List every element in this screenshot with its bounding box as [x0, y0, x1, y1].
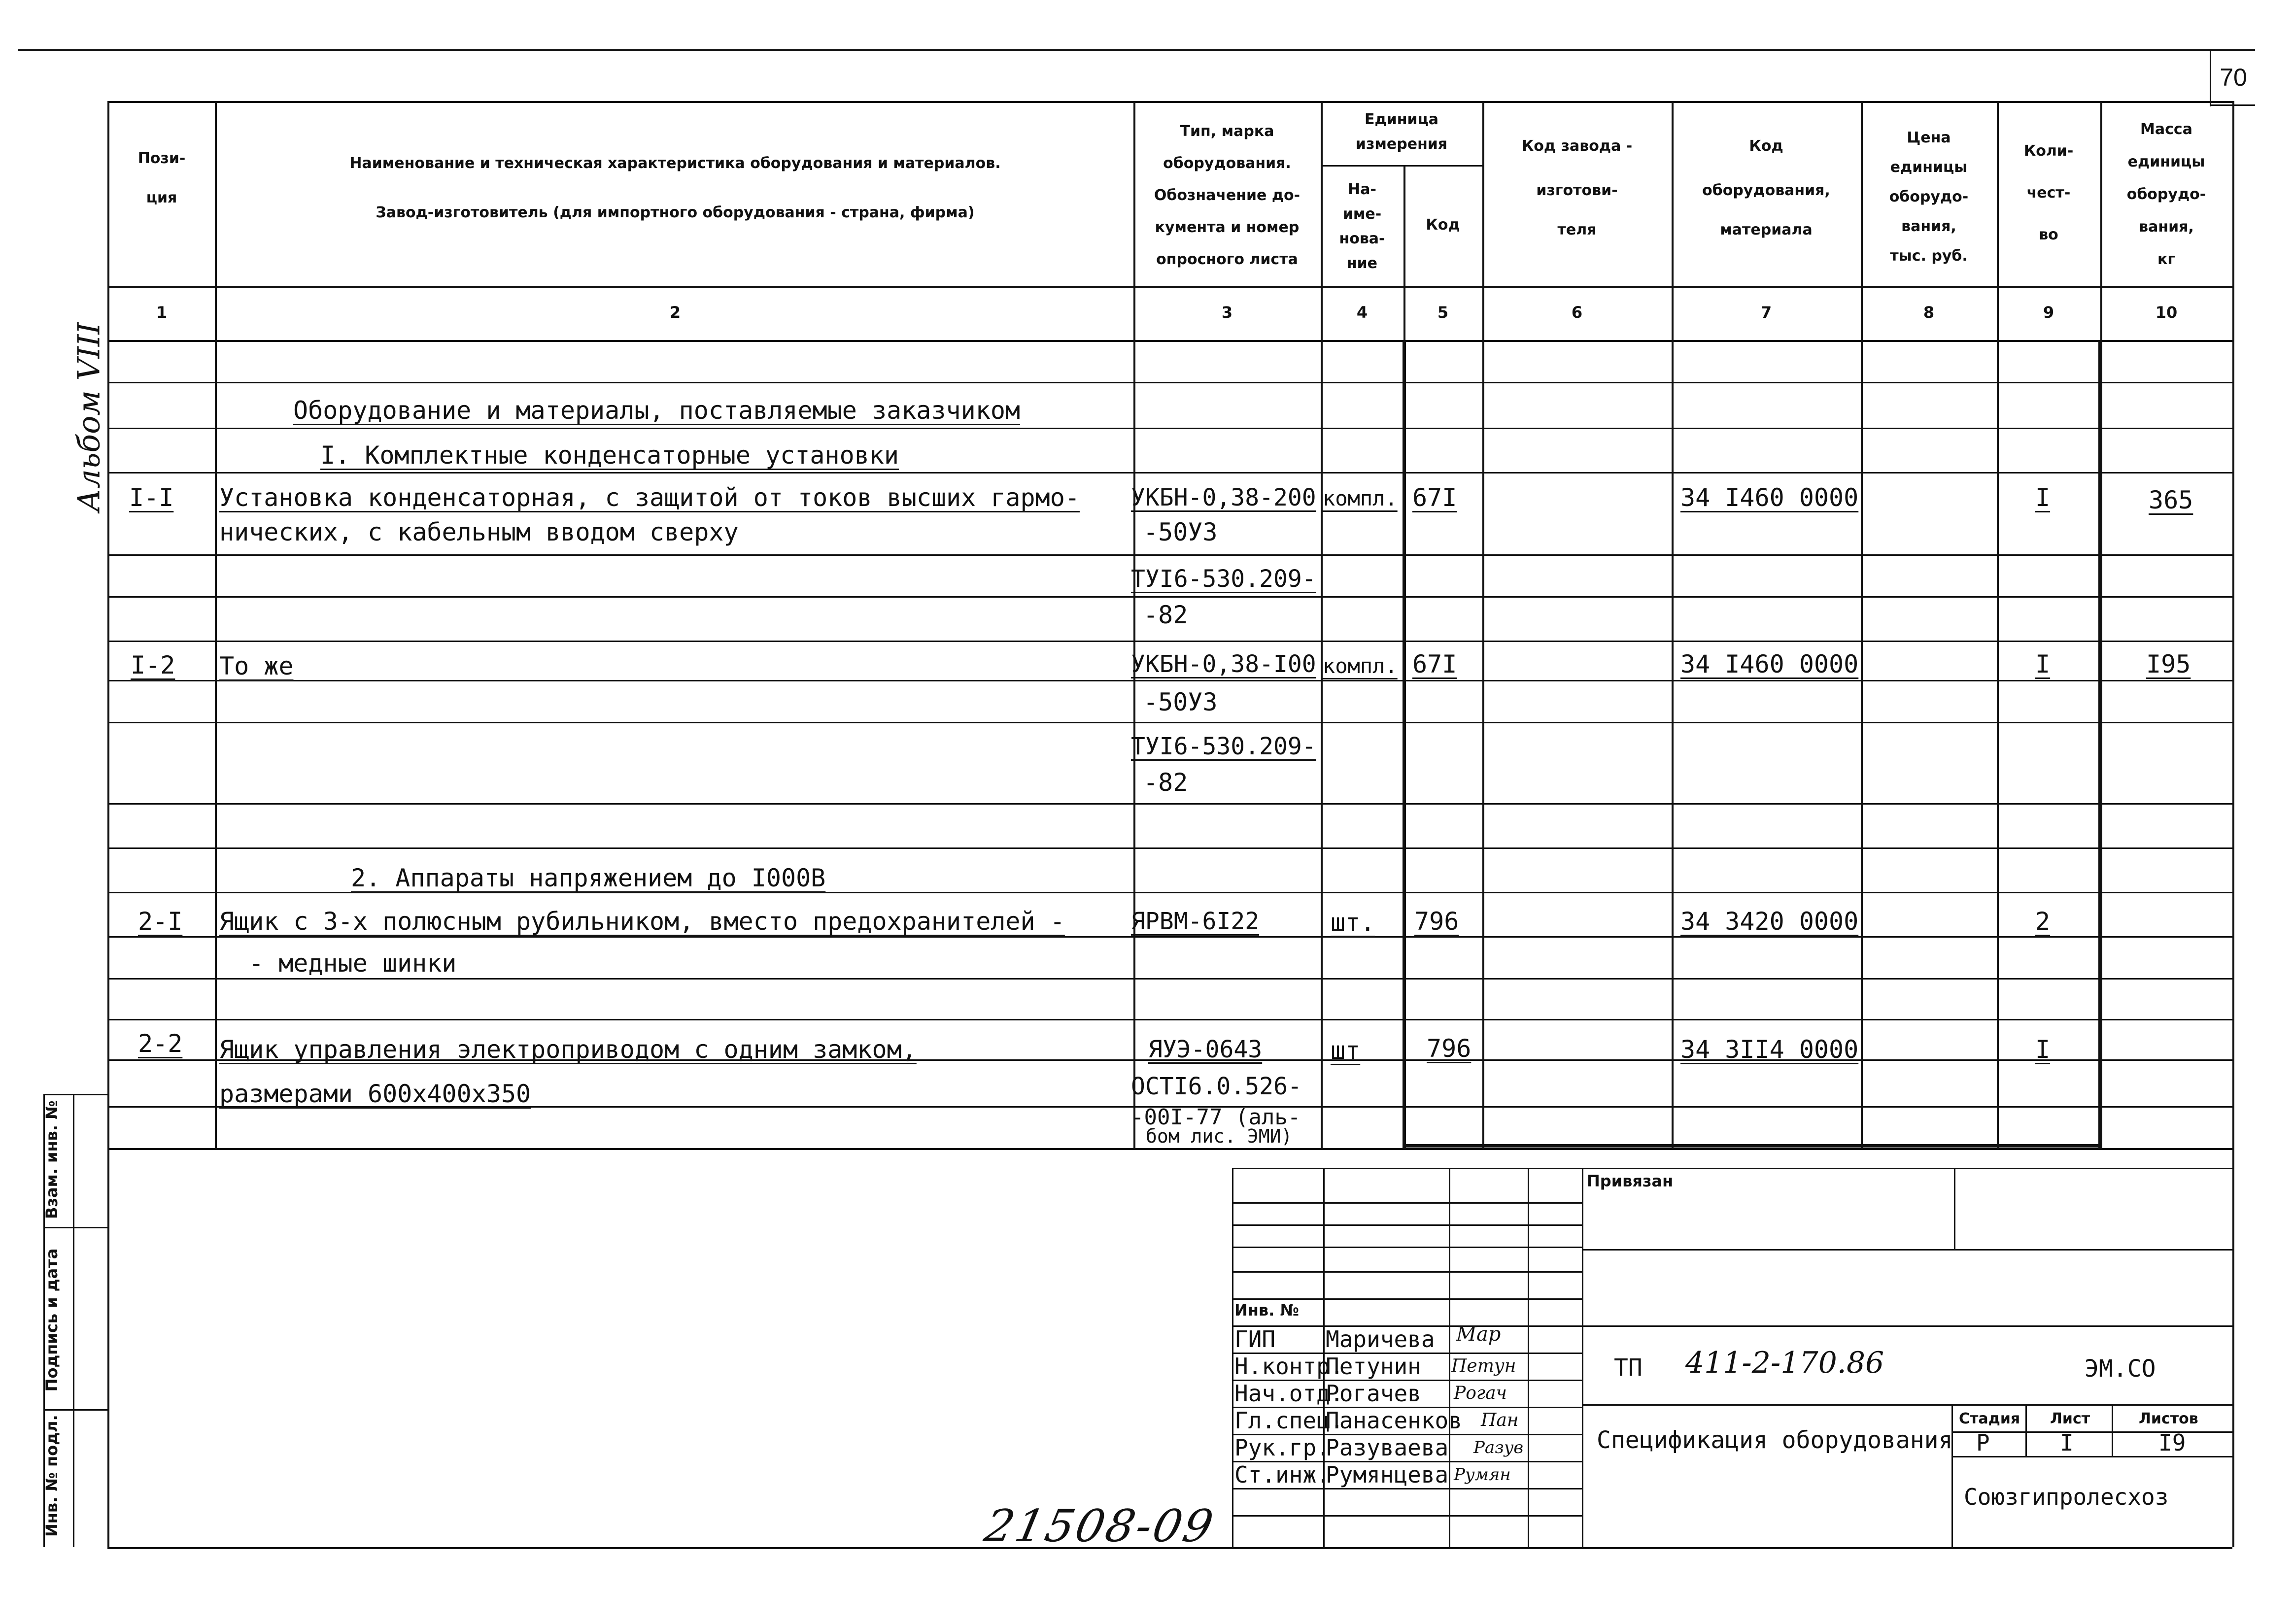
- album-label: Альбом VIII: [70, 322, 107, 512]
- row1-name-1: Установка конденсаторная, с защитой от токов высших гармо-: [219, 483, 1080, 512]
- row-line-3: [107, 472, 2232, 474]
- tb-stage-sep-1: [2025, 1404, 2027, 1456]
- row3-pos: 2-I: [138, 907, 183, 936]
- tb-stage-value: Р: [1976, 1429, 1990, 1456]
- tb-role-6: Ст.инж.: [1234, 1461, 1330, 1488]
- row4-doc-3: бом лис. ЭМИ): [1146, 1125, 1293, 1147]
- tb-sheets-label: Листов: [2139, 1410, 2198, 1427]
- tb-stage-mid: [1951, 1431, 2232, 1433]
- colnum-8: 8: [1923, 303, 1935, 322]
- row3-type-1: ЯРВМ-6I22: [1131, 908, 1260, 935]
- tb-name-5: Разуваева: [1326, 1434, 1449, 1461]
- unit-group-rule: [1321, 165, 1482, 167]
- row-line-14: [107, 1019, 2232, 1020]
- tb-title: Спецификация оборудования: [1597, 1426, 1953, 1454]
- tb-signature-3: Рогач: [1454, 1383, 1507, 1403]
- stamp-vzam-label: Взам. инв. №: [42, 1100, 61, 1219]
- hdr-eqcode-1: Код: [1749, 137, 1783, 155]
- colnum-5: 5: [1437, 303, 1449, 322]
- tb-stage-bottom: [1951, 1456, 2232, 1457]
- row2-name-1: То же: [219, 652, 294, 680]
- top-rule: [18, 49, 2255, 51]
- hdr-mass-5: кг: [2157, 251, 2176, 268]
- tb-signature-6: Румян: [1454, 1465, 1511, 1485]
- tb-name-1: Маричева: [1326, 1326, 1435, 1353]
- tb-top: [1232, 1168, 2232, 1169]
- row-line-12: [107, 936, 2232, 938]
- tb-sheets-value: I9: [2158, 1429, 2186, 1456]
- hdr-eqcode-3: материала: [1720, 221, 1813, 238]
- row4-unit: шт: [1331, 1036, 1361, 1065]
- tb-row-13: [1232, 1515, 1582, 1517]
- row2-type-1: УКБН-0,38-I00: [1131, 650, 1316, 678]
- tb-name-3: Рогачев: [1326, 1380, 1421, 1407]
- tb-right-row-2: [1582, 1325, 2232, 1327]
- tb-stage-sep-2: [2112, 1404, 2113, 1456]
- tb-privyazan-sep: [1954, 1168, 1955, 1249]
- row2-equip-code: 34 I460 0000: [1680, 650, 1859, 678]
- row-line-5: [107, 596, 2232, 598]
- colnum-10: 10: [2155, 303, 2178, 322]
- tb-org: Союзгипролесхоз: [1964, 1484, 2169, 1510]
- stamp-sign-label: Подпись и дата: [42, 1248, 61, 1392]
- tb-row-3: [1232, 1247, 1582, 1248]
- section-1-heading: I. Комплектные конденсаторные установки: [320, 441, 899, 470]
- hdr-type-4: кумента и номер: [1155, 219, 1300, 236]
- row-line-1: [107, 382, 2232, 383]
- table-right-border: [2232, 101, 2234, 1547]
- row4-doc-2: -00I-77 (аль-: [1131, 1105, 1301, 1130]
- bold-left: [1403, 340, 1406, 1148]
- tb-signature-4: Пан: [1481, 1410, 1519, 1430]
- bold-right: [2098, 340, 2102, 1148]
- tb-name-4: Панасенков: [1326, 1407, 1462, 1434]
- row1-type-2: -50УЗ: [1143, 518, 1218, 546]
- tb-row-2: [1232, 1224, 1582, 1226]
- row2-type-2: -50УЗ: [1143, 688, 1218, 716]
- hdr-pos-2: ция: [146, 189, 177, 206]
- colnum-2: 2: [669, 303, 681, 322]
- hdr-mass-3: оборудо-: [2126, 186, 2206, 203]
- tb-role-4: Гл.спец.: [1234, 1407, 1344, 1434]
- col-sep-8: [1997, 101, 1999, 1148]
- row-line-9: [107, 803, 2232, 805]
- hdr-mass-4: вания,: [2139, 218, 2194, 236]
- row2-unit: компл.: [1323, 654, 1398, 678]
- row2-mass: I95: [2146, 650, 2191, 678]
- tb-role-5: Рук.гр.: [1234, 1434, 1330, 1461]
- table-body-end: [107, 1148, 2232, 1150]
- hdr-ucode: Код: [1426, 216, 1460, 234]
- tb-name-2: Петунин: [1326, 1353, 1421, 1380]
- hdr-mfr-3: теля: [1557, 221, 1597, 238]
- row4-code: 796: [1427, 1034, 1472, 1063]
- col-sep-5: [1482, 101, 1484, 1148]
- tb-role-3: Нач.отд.: [1234, 1380, 1344, 1407]
- row3-qty: 2: [2035, 907, 2051, 936]
- hdr-type-2: оборудования.: [1163, 155, 1291, 172]
- stamp-top: [43, 1094, 107, 1095]
- hdr-qty-3: во: [2039, 226, 2058, 243]
- row4-type-1: ЯУЭ-0643: [1148, 1036, 1263, 1063]
- hdr-mfr-1: Код завода -: [1521, 137, 1633, 155]
- hdr-pos-1: Пози-: [137, 150, 186, 167]
- colnum-3: 3: [1221, 303, 1233, 322]
- tb-role-1: ГИП: [1234, 1326, 1276, 1353]
- row-line-4: [107, 554, 2232, 556]
- hdr-name-2: Завод-изготовитель (для импортного оборудования - страна, фирма): [376, 204, 975, 221]
- hdr-unit-2: измерения: [1355, 135, 1448, 153]
- row3-unit: шт.: [1331, 908, 1375, 937]
- tb-mark: ЭМ.СО: [2085, 1355, 2156, 1383]
- row1-pos: I-I: [129, 483, 174, 512]
- row4-equip-code: 34 3II4 0000: [1680, 1035, 1859, 1064]
- tb-right-row-3: [1582, 1404, 2232, 1406]
- tb-stage-label: Стадия: [1959, 1410, 2020, 1427]
- row-line-13: [107, 978, 2232, 980]
- tb-sheet-label: Лист: [2050, 1410, 2090, 1427]
- tb-right-row-1: [1582, 1249, 2232, 1251]
- tb-row-4: [1232, 1271, 1582, 1273]
- hdr-qty-1: Коли-: [2023, 142, 2074, 160]
- colnum-7: 7: [1760, 303, 1772, 322]
- stamp-divider: [73, 1094, 74, 1547]
- row1-doc-1: ТУI6-530.209-: [1131, 565, 1316, 593]
- row2-doc-2: -82: [1143, 768, 1188, 797]
- row-line-7: [107, 680, 2232, 681]
- tb-row-1: [1232, 1202, 1582, 1204]
- hdr-price-3: оборудо-: [1889, 188, 1969, 205]
- hdr-qty-2: чест-: [2026, 184, 2071, 202]
- sheet-number-box-left: [2210, 49, 2211, 106]
- row3-code: 796: [1414, 907, 1459, 936]
- row4-doc-1: ОСТI6.0.526-: [1131, 1073, 1302, 1100]
- hdr-price-2: единицы: [1890, 159, 1968, 176]
- tb-name-6: Румянцева: [1326, 1461, 1449, 1488]
- row-line-2: [107, 428, 2232, 429]
- row2-doc-1: ТУI6-530.209-: [1131, 733, 1316, 760]
- table-top-border: [107, 101, 2232, 103]
- tb-tp-label: ТП: [1614, 1354, 1643, 1382]
- colnum-9: 9: [2043, 303, 2054, 322]
- tb-inv-label: Инв. №: [1234, 1301, 1299, 1320]
- row2-code: 67I: [1412, 650, 1457, 678]
- row3-name-1: Ящик с 3-х полюсным рубильником, вместо предохранителей -: [219, 907, 1065, 936]
- section-main-heading: Оборудование и материалы, поставляемые заказчиком: [293, 396, 1021, 425]
- row1-type-1: УКБН-0,38-200: [1131, 484, 1316, 511]
- colnum-6: 6: [1571, 303, 1583, 322]
- row4-name-1: Ящик управления электроприводом с одним замком,: [219, 1035, 917, 1064]
- sheet-number: 70: [2220, 64, 2247, 91]
- archive-number: 21508-09: [980, 1500, 1220, 1552]
- row2-qty: I: [2035, 650, 2051, 678]
- tb-sheet-value: I: [2060, 1429, 2074, 1456]
- row1-unit: компл.: [1323, 486, 1398, 510]
- hdr-price-5: тыс. руб.: [1890, 247, 1968, 265]
- hdr-mass-1: Масса: [2140, 121, 2192, 138]
- hdr-uname-1: На-: [1348, 181, 1376, 198]
- row1-qty: I: [2035, 483, 2051, 512]
- hdr-uname-3: нова-: [1339, 230, 1385, 247]
- tb-role-2: Н.контр.: [1234, 1353, 1344, 1380]
- colnum-4: 4: [1356, 303, 1368, 322]
- row1-doc-2: -82: [1143, 601, 1188, 629]
- row-line-6: [107, 641, 2232, 642]
- row1-code: 67I: [1412, 483, 1457, 512]
- row2-pos: I-2: [131, 651, 175, 679]
- hdr-eqcode-2: оборудования,: [1702, 182, 1830, 199]
- colnum-1: 1: [156, 303, 168, 322]
- row1-name-2: нических, с кабельным вводом сверху: [219, 518, 739, 546]
- row3-name-2: - медные шинки: [249, 949, 457, 978]
- row1-mass: 365: [2149, 486, 2193, 514]
- row-line-8: [107, 722, 2232, 723]
- hdr-mfr-2: изготови-: [1536, 182, 1618, 199]
- row3-equip-code: 34 3420 0000: [1680, 907, 1859, 936]
- stamp-inv-label: Инв. № подл.: [42, 1415, 61, 1537]
- row4-qty: I: [2035, 1035, 2051, 1064]
- col-sep-1: [215, 101, 217, 1148]
- tb-signature-1: Мар: [1456, 1323, 1501, 1346]
- header-bottom: [107, 286, 2232, 288]
- hdr-type-1: Тип, марка: [1180, 123, 1274, 140]
- tb-row-5: [1232, 1298, 1582, 1300]
- tb-privyazan-label: Привязан: [1587, 1172, 1674, 1190]
- row1-equip-code: 34 I460 0000: [1680, 483, 1859, 512]
- hdr-uname-2: име-: [1342, 205, 1382, 223]
- hdr-type-5: опросного листа: [1156, 251, 1298, 268]
- hdr-uname-4: ние: [1346, 255, 1378, 272]
- row4-pos: 2-2: [138, 1029, 183, 1058]
- hdr-type-3: Обозначение до-: [1154, 187, 1301, 204]
- hdr-price-4: вания,: [1901, 218, 1956, 235]
- bold-bottom: [1403, 1144, 2102, 1148]
- tb-col-d: [1582, 1168, 1583, 1547]
- row4-name-2: размерами 600х400х350: [219, 1080, 531, 1108]
- tb-signature-5: Разув: [1473, 1438, 1524, 1457]
- number-row-bottom: [107, 340, 2232, 342]
- row-line-10: [107, 847, 2232, 849]
- hdr-price-1: Цена: [1907, 129, 1951, 146]
- section-2-heading: 2. Аппараты напряжением до I000В: [351, 864, 826, 892]
- tb-doc-code: 411-2-170.86: [1685, 1346, 1884, 1380]
- hdr-mass-2: единицы: [2127, 153, 2205, 170]
- hdr-unit-1: Единица: [1365, 111, 1438, 128]
- tb-stage-left: [1951, 1404, 1953, 1547]
- col-sep-6: [1672, 101, 1674, 1148]
- hdr-name-1: Наименование и техническая характеристика оборудования и материалов.: [349, 155, 1001, 172]
- tb-signature-2: Петун: [1451, 1356, 1516, 1376]
